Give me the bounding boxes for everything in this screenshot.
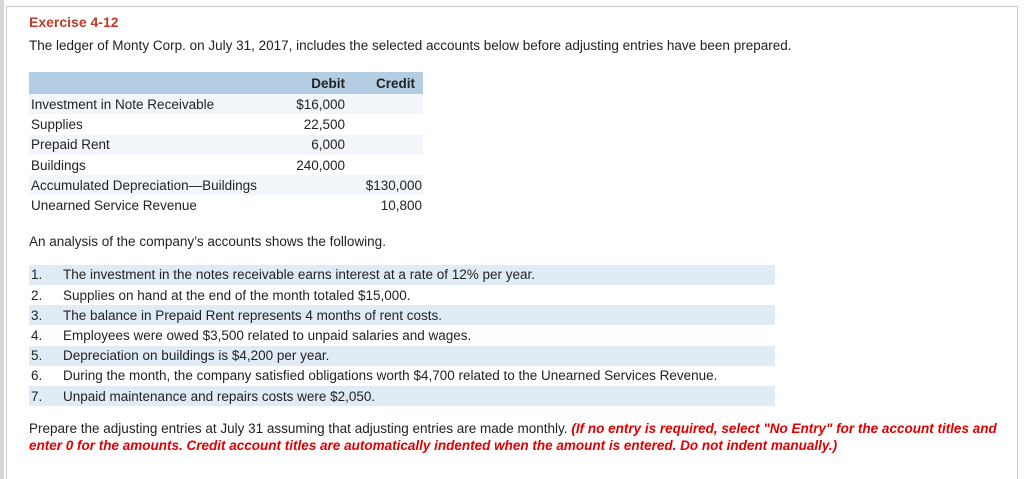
credit-column-header: Credit [345, 72, 423, 94]
account-column-header [29, 72, 277, 94]
ledger-row [29, 114, 423, 134]
debit-column-header: Debit [277, 72, 345, 94]
debit-amount: 240,000 [277, 155, 345, 175]
item-text: The balance in Prepaid Rent represents 4 months of rent costs. [63, 305, 775, 325]
item-text: Employees were owed $3,500 related to unpaid salaries and wages. [63, 325, 775, 345]
list-item [29, 386, 775, 406]
item-number: 4. [29, 325, 63, 345]
ledger-row [29, 195, 423, 215]
item-text: The investment in the notes receivable earns interest at a rate of 12% per year. [63, 265, 775, 285]
credit-amount [345, 155, 423, 175]
ledger-header-row [29, 72, 423, 94]
exercise-title: Exercise 4-12 [29, 14, 119, 30]
credit-amount: $130,000 [345, 175, 423, 195]
item-number: 3. [29, 305, 63, 325]
analysis-list [29, 265, 775, 406]
debit-amount: 6,000 [277, 135, 345, 155]
item-text: Depreciation on buildings is $4,200 per year. [63, 346, 775, 366]
ledger-row [29, 155, 423, 175]
credit-amount: 10,800 [345, 195, 423, 215]
list-item [29, 325, 775, 345]
debit-amount [277, 195, 345, 215]
item-number: 6. [29, 366, 63, 386]
left-scroll-edge [0, 0, 4, 479]
item-text: During the month, the company satisfied obligations worth $4,700 related to the Unearned Services Revenue. [63, 366, 775, 386]
account-name: Accumulated Depreciation—Buildings [29, 175, 277, 195]
account-name: Investment in Note Receivable [29, 94, 277, 114]
item-number: 2. [29, 285, 63, 305]
instructions [29, 420, 1009, 454]
list-item [29, 265, 775, 285]
credit-amount [345, 94, 423, 114]
item-number: 7. [29, 386, 63, 406]
analysis-intro: An analysis of the company’s accounts shows the following. [29, 233, 386, 249]
instructions-note: (If no entry is required, select "No Entry" for the account titles and enter 0 for the amounts. Credit account titles are automatically indented when the amount is entered. Do not indent manually.) [29, 421, 997, 454]
ledger-row [29, 175, 423, 195]
ledger-row [29, 94, 423, 114]
list-item [29, 305, 775, 325]
exercise-content [29, 12, 1014, 454]
debit-amount: 22,500 [277, 114, 345, 134]
debit-amount [277, 175, 345, 195]
intro-text: The ledger of Monty Corp. on July 31, 2017, includes the selected accounts below before adjusting entries have been prepared. [29, 38, 792, 53]
account-name: Prepaid Rent [29, 135, 277, 155]
account-name: Unearned Service Revenue [29, 195, 277, 215]
list-item [29, 346, 775, 366]
item-number: 5. [29, 346, 63, 366]
credit-amount [345, 135, 423, 155]
ledger-row [29, 135, 423, 155]
ledger-table [29, 72, 423, 216]
item-text: Unpaid maintenance and repairs costs were $2,050. [63, 386, 775, 406]
item-number: 1. [29, 265, 63, 285]
item-text: Supplies on hand at the end of the month totaled $15,000. [63, 285, 775, 305]
account-name: Buildings [29, 155, 277, 175]
list-item [29, 366, 775, 386]
account-name: Supplies [29, 114, 277, 134]
instructions-text: Prepare the adjusting entries at July 31 assuming that adjusting entries are made monthly. [29, 421, 568, 437]
debit-amount: $16,000 [277, 94, 345, 114]
list-item [29, 285, 775, 305]
credit-amount [345, 114, 423, 134]
